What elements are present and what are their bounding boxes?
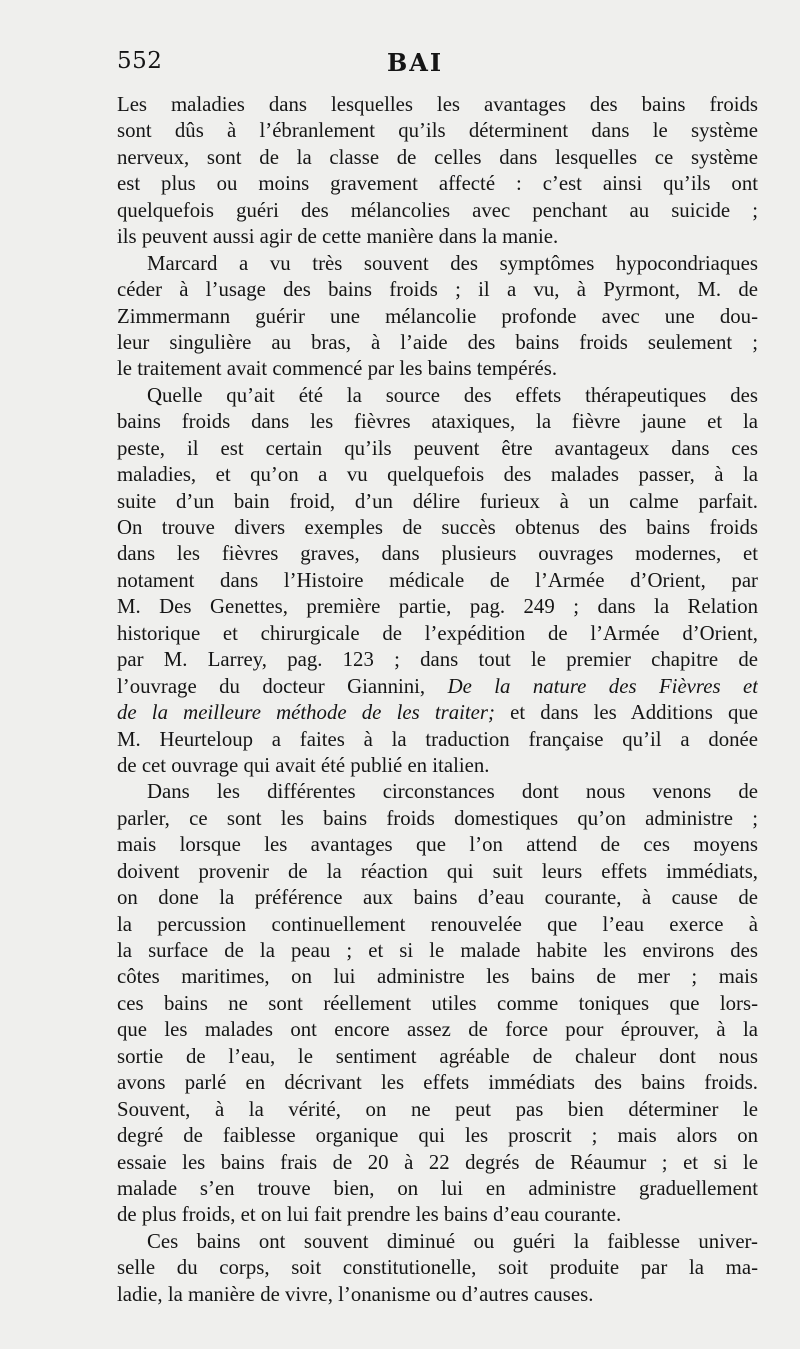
text-line: dans les fièvres graves, dans plusieurs ouvrages modernes, et <box>117 542 758 566</box>
text-line: Quelle qu’ait été la source des effets thérapeutiques des <box>147 383 758 407</box>
text-fragment: l’ouvrage du docteur Giannini, <box>117 674 426 698</box>
text-line: ladie, la manière de vivre, l’onanisme ou d’autres causes. <box>117 1282 594 1306</box>
text-line: que les malades ont encore assez de force pour éprouver, à la <box>117 1018 758 1042</box>
text-line <box>117 674 758 700</box>
text-line: avons parlé en décrivant les effets immédiats des bains froids. <box>117 1071 758 1095</box>
text-line: Les maladies dans lesquelles les avantages des bains froids <box>117 93 758 116</box>
text-line: on done la préférence aux bains d’eau courante, à cause de <box>117 886 758 910</box>
text-line: céder à l’usage des bains froids ; il a vu, à Pyrmont, M. de <box>117 278 758 302</box>
text-line: de plus froids, et on lui fait prendre les bains d’eau courante. <box>117 1203 622 1227</box>
running-title: BAI <box>387 48 444 77</box>
text-line: M. Heurteloup a faites à la traduction française qu’il a donée <box>117 727 758 751</box>
text-line: maladies, et qu’on a vu quelquefois des malades passer, à la <box>117 463 758 487</box>
text-line: côtes maritimes, on lui administre les bains de mer ; mais <box>117 965 758 989</box>
text-line: historique et chirurgicale de l’expédition de l’Armée d’Orient, <box>117 621 758 645</box>
text-line: degré de faiblesse organique qui les proscrit ; mais alors on <box>117 1124 758 1148</box>
text-line: la surface de la peau ; et si le malade habite les environs des <box>117 939 758 962</box>
text-line: sont dûs à l’ébranlement qu’ils déterminent dans le système <box>117 119 758 143</box>
text-line: doivent provenir de la réaction qui suit leurs effets immédiats, <box>117 859 758 883</box>
text-line: le traitement avait commencé par les bains tempérés. <box>117 357 558 381</box>
text-line: On trouve divers exemples de succès obtenus des bains froids <box>117 516 758 539</box>
text-line: ils peuvent aussi agir de cette manière dans la manie. <box>117 225 559 249</box>
text-line: Souvent, à la vérité, on ne peut pas bien déterminer le <box>117 1097 758 1121</box>
text-line: est plus ou moins gravement affecté : c’est ainsi qu’ils ont <box>117 172 758 196</box>
text-line: Marcard a vu très souvent des symptômes hypocondriaques <box>147 251 758 275</box>
text-line: selle du corps, soit constitutionelle, soit produite par la ma- <box>117 1256 758 1280</box>
text-line: de cet ouvrage qui avait été publié en italien. <box>117 753 490 777</box>
text-line: parler, ce sont les bains froids domestiques qu’on administre ; <box>117 806 758 830</box>
text-fragment: et dans les Additions que <box>494 701 758 725</box>
text-line: malade s’en trouve bien, on lui en administre graduellement <box>117 1176 758 1200</box>
text-line: M. Des Genettes, première partie, pag. 249 ; dans la Relation <box>117 595 758 619</box>
running-head <box>117 48 758 92</box>
text-line: sortie de l’eau, le sentiment agréable de chaleur dont nous <box>117 1044 758 1068</box>
text-line: mais lorsque les avantages que l’on attend de ces moyens <box>117 833 758 857</box>
text-line: ces bains ne sont réellement utiles comme toniques que lors- <box>117 991 758 1015</box>
page-number: 552 <box>117 48 163 74</box>
text-line <box>117 700 758 726</box>
text-line: nerveux, sont de la classe de celles dans lesquelles ce système <box>117 145 758 169</box>
text-line: Ces bains ont souvent diminué ou guéri la faiblesse univer- <box>147 1229 758 1253</box>
text-line: leur singulière au bras, à l’aide des bains froids seulement ; <box>117 330 758 354</box>
text-line: Zimmermann guérir une mélancolie profonde avec une dou- <box>117 304 758 328</box>
text-line: par M. Larrey, pag. 123 ; dans tout le premier chapitre de <box>117 648 758 672</box>
text-line: bains froids dans les fièvres ataxiques, la fièvre jaune et la <box>117 410 758 434</box>
text-line: notament dans l’Histoire médicale de l’Armée d’Orient, par <box>117 568 758 592</box>
text-line: suite d’un bain froid, d’un délire furieux à un calme parfait. <box>117 489 758 513</box>
italic-title-part2: de la meilleure méthode de les traiter; <box>117 701 495 725</box>
text-line: peste, il est certain qu’ils peuvent être avantageux dans ces <box>117 436 758 460</box>
text-line: quelquefois guéri des mélancolies avec penchant au suicide ; <box>117 198 758 222</box>
body-text <box>117 92 758 1308</box>
italic-title-part1: De la nature des Fièvres et <box>447 674 758 698</box>
text-line: essaie les bains frais de 20 à 22 degrés de Réaumur ; et si le <box>117 1150 758 1174</box>
text-line: Dans les différentes circonstances dont nous venons de <box>147 780 758 804</box>
text-line: la percussion continuellement renouvelée que l’eau exerce à <box>117 912 758 936</box>
